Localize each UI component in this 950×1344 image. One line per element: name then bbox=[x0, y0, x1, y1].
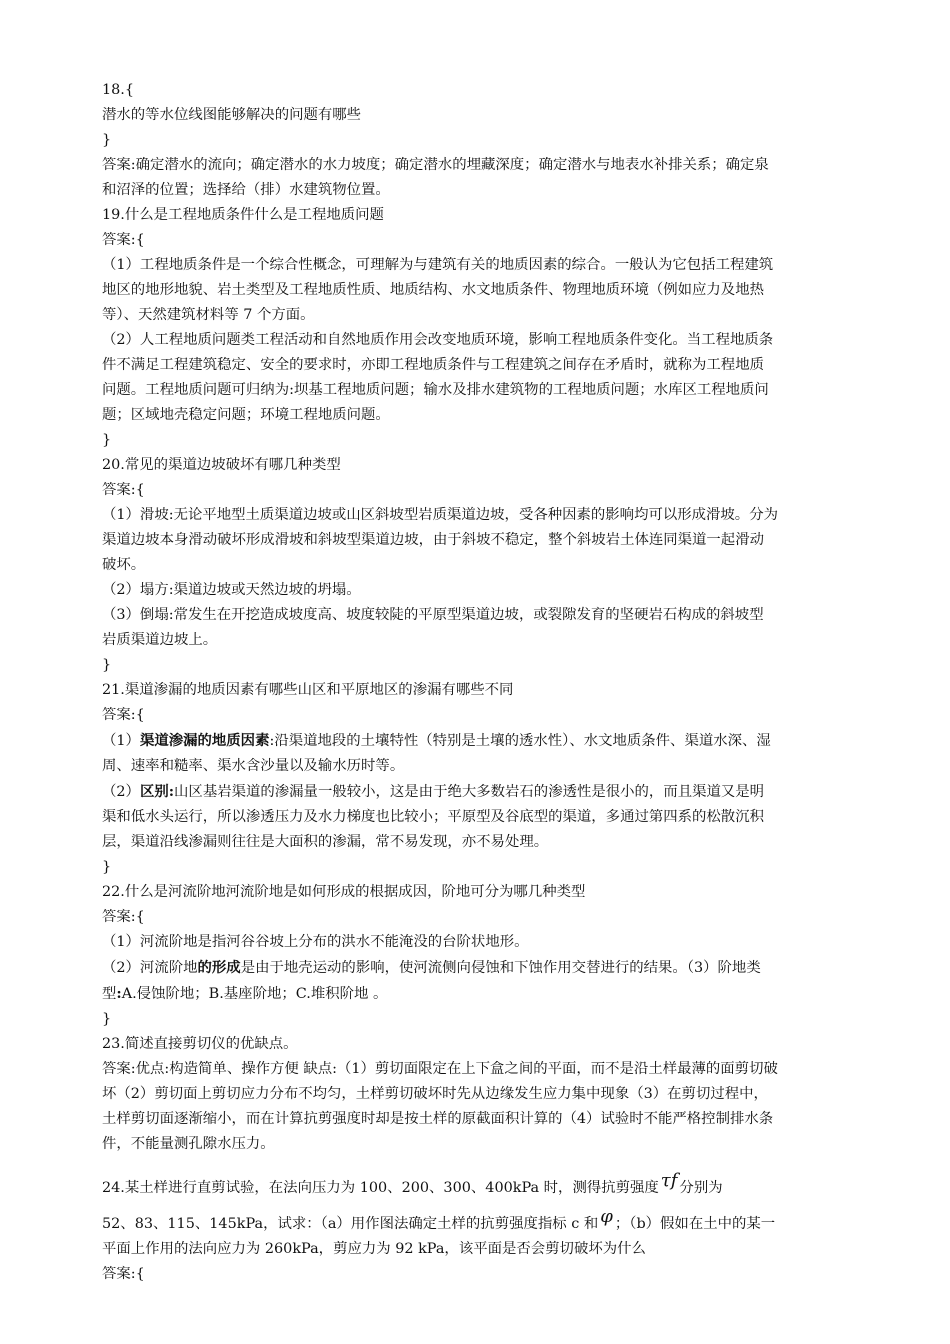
q18-number: 18.{ bbox=[102, 82, 135, 98]
phi-symbol: φ bbox=[600, 1206, 613, 1227]
q21-paragraph-line: 层，渠道沿线渗漏则往往是大面积的渗漏，常不易发现，亦不易处理。 bbox=[102, 834, 549, 850]
q21-p2-text: 山区基岩渠道的渗漏量一般较小，这是由于绝大多数岩石的渗透性是很小的，而且渠道又是明 bbox=[174, 784, 765, 800]
q22-p2-l2-prefix: 型 bbox=[102, 986, 117, 1002]
q22-title: 22.什么是河流阶地河流阶地是如何形成的根据成因，阶地可分为哪几种类型 bbox=[102, 884, 586, 900]
q24-line: 平面上作用的法向应力为 260kPa，剪应力为 92 kPa，该平面是否会剪切破坏为什么 bbox=[102, 1241, 646, 1257]
q22-p2-prefix: （2）河流阶地 bbox=[102, 960, 198, 976]
q21-p2-prefix: （2） bbox=[102, 784, 140, 800]
q24-text: ；（b）假如在土中的某一 bbox=[614, 1216, 776, 1232]
q22-close-brace: } bbox=[102, 1011, 112, 1027]
q24-text: 52、83、115、145kPa，试求：（a）用作图法确定土样的抗剪强度指标 c 和 bbox=[102, 1216, 599, 1232]
q19-paragraph-line: 等）、天然建筑材料等 7 个方面。 bbox=[102, 307, 315, 323]
q20-paragraph-line: （2）塌方:渠道边坡或天然边坡的坍塌。 bbox=[102, 582, 361, 598]
q21-paragraph-line bbox=[102, 779, 850, 805]
q24-answer-open: 答案:{ bbox=[102, 1266, 145, 1282]
q24-line bbox=[102, 1165, 850, 1204]
q21-paragraph-line: 渠和低水头运行，所以渗透压力及水力梯度也比较小；平原型及谷底型的渠道，多通过第四系的松散沉积 bbox=[102, 809, 764, 825]
q20-paragraph-line: （1）滑坡:无论平地型土质渠道边坡或山区斜坡型岩质渠道边坡，受各种因素的影响均可以形成滑坡。分为 bbox=[102, 507, 778, 523]
q23-title: 23.简述直接剪切仪的优缺点。 bbox=[102, 1036, 298, 1052]
q19-close-brace: } bbox=[102, 432, 112, 448]
q21-p2-bold-term: 区别: bbox=[139, 783, 175, 800]
q22-answer-open: 答案:{ bbox=[102, 909, 145, 925]
q19-answer-open: 答案:{ bbox=[102, 232, 145, 248]
q18-question: 潜水的等水位线图能够解决的问题有哪些 bbox=[102, 107, 362, 123]
q21-p1-text: :沿渠道地段的土壤特性（特别是土壤的透水性）、水文地质条件、渠道水深、湿 bbox=[269, 733, 771, 749]
q22-p2-l2-colon: : bbox=[116, 985, 122, 1002]
q23-answer-line: 件，不能量测孔隙水压力。 bbox=[102, 1136, 275, 1152]
q21-title: 21.渠道渗漏的地质因素有哪些山区和平原地区的渗漏有哪些不同 bbox=[102, 682, 514, 698]
q19-paragraph-line: （1）工程地质条件是一个综合性概念，可理解为与建筑有关的地质因素的综合。一般认为它包括工程建筑 bbox=[102, 257, 774, 273]
q22-p2-l2-text: A.侵蚀阶地；B.基座阶地；C.堆积阶地 。 bbox=[121, 986, 388, 1002]
q23-answer-line: 答案:优点:构造简单、操作方便 缺点:（1）剪切面限定在上下盒之间的平面，而不是沿土样最薄的面剪切破 bbox=[102, 1061, 778, 1077]
q23-answer-line: 坏（2）剪切面上剪切应力分布不均匀，土样剪切破坏时先从边缘发生应力集中现象（3）在剪切过程中， bbox=[102, 1086, 768, 1102]
q22-p2-text: 是由于地壳运动的影响，使河流侧向侵蚀和下蚀作用交替进行的结果。（3）阶地类 bbox=[240, 960, 761, 976]
spacer bbox=[102, 1157, 850, 1165]
q19-paragraph-line: 问题。工程地质问题可归纳为:坝基工程地质问题；输水及排水建筑物的工程地质问题；水库区工程地质问 bbox=[102, 382, 769, 398]
q24-text: 分别为 bbox=[679, 1180, 723, 1196]
q22-paragraph-line bbox=[102, 981, 850, 1007]
q20-paragraph-line: 岩质渠道边坡上。 bbox=[102, 632, 218, 648]
q18-close-brace: } bbox=[102, 132, 112, 148]
q21-paragraph-line: 周、速率和糙率、渠水含沙量以及输水历时等。 bbox=[102, 758, 405, 774]
q19-paragraph-line: 地区的地形地貌、岩土类型及工程地质性质、地质结构、水文地质条件、物理地质环境（例如应力及地热 bbox=[102, 282, 764, 298]
q21-p1-prefix: （1） bbox=[102, 733, 140, 749]
q24-line bbox=[102, 1204, 850, 1237]
q21-close-brace: } bbox=[102, 859, 112, 875]
q19-paragraph-line: 件不满足工程建筑稳定、安全的要求时，亦即工程地质条件与工程建筑之间存在矛盾时，就称为工程地质 bbox=[102, 357, 764, 373]
q21-paragraph-line bbox=[102, 728, 850, 754]
q24-text: 24.某土样进行直剪试验，在法向压力为 100、200、300、400kPa 时，测得抗剪强度 bbox=[102, 1180, 659, 1196]
q23-answer-line: 土样剪切面逐渐缩小，而在计算抗剪强度时却是按土样的原截面积计算的（4）试验时不能严格控制排水条 bbox=[102, 1111, 774, 1127]
q21-answer-open: 答案:{ bbox=[102, 707, 145, 723]
q19-paragraph-line: （2）人工程地质问题类工程活动和自然地质作用会改变地质环境，影响工程地质条件变化。当工程地质条 bbox=[102, 332, 774, 348]
q19-title: 19.什么是工程地质条件什么是工程地质问题 bbox=[102, 207, 384, 223]
q20-paragraph-line: 渠道边坡本身滑动破坏形成滑坡和斜坡型渠道边坡，由于斜坡不稳定，整个斜坡岩土体连同渠道一起滑动 bbox=[102, 532, 764, 548]
q19-paragraph-line: 题；区域地壳稳定问题；环境工程地质问题。 bbox=[102, 407, 390, 423]
q22-p2-bold-term: 的形成 bbox=[197, 959, 241, 976]
tau-f-symbol: τf bbox=[660, 1170, 678, 1191]
q22-paragraph-line: （1）河流阶地是指河谷谷坡上分布的洪水不能淹没的台阶状地形。 bbox=[102, 934, 529, 950]
q20-paragraph-line: 破坏。 bbox=[102, 557, 146, 573]
q22-paragraph-line bbox=[102, 955, 850, 981]
q20-answer-open: 答案:{ bbox=[102, 482, 145, 498]
q21-p1-bold-term: 渠道渗漏的地质因素 bbox=[139, 732, 270, 749]
q18-answer-line: 和沼泽的位置；选择给（排）水建筑物位置。 bbox=[102, 182, 390, 198]
q20-paragraph-line: （3）倒塌:常发生在开挖造成坡度高、坡度较陡的平原型渠道边坡，或裂隙发育的坚硬岩石构成的斜坡型 bbox=[102, 607, 764, 623]
q18-answer-line: 答案:确定潜水的流向；确定潜水的水力坡度；确定潜水的埋藏深度；确定潜水与地表水补排关系；确定泉 bbox=[102, 157, 769, 173]
q20-title: 20.常见的渠道边坡破坏有哪几种类型 bbox=[102, 457, 341, 473]
q20-close-brace: } bbox=[102, 657, 112, 673]
